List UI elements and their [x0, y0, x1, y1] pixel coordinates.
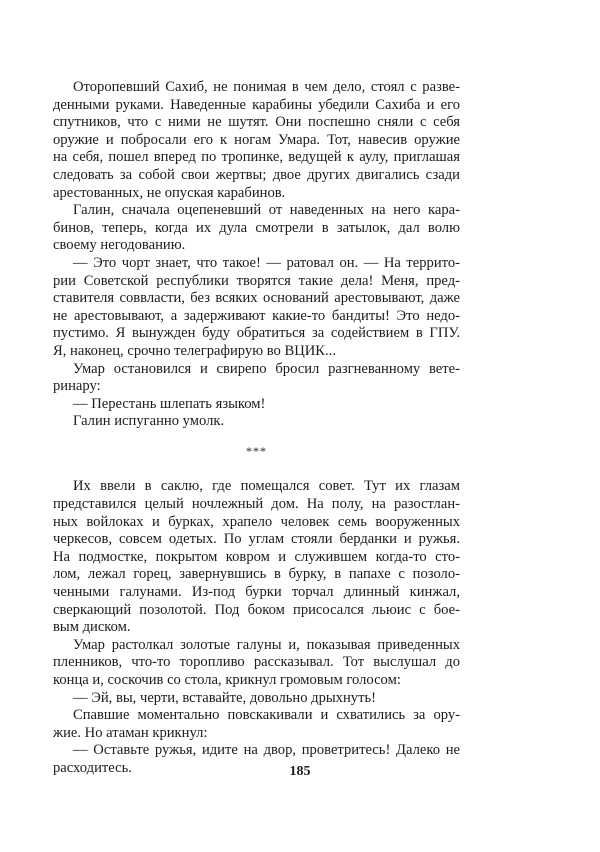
text-line: Их ввели в саклю, где помещался совет. Тут их глазам	[73, 478, 460, 495]
text-line: Умар растолкал золотые галуны и, показывая приведенных	[73, 636, 460, 653]
text-line: На подмостке, покрытом ковром и служившем когда-то сто-	[53, 548, 460, 565]
text-line: — Оставьте ружья, идите на двор, проветритесь! Далеко не	[73, 742, 460, 759]
text-line: Галин, сначала оцепеневший от наведенных на него кара-	[73, 202, 460, 219]
text-line: бинов, теперь, когда их дула смотрели в затылок, дал волю	[53, 219, 460, 236]
paragraph	[53, 413, 460, 431]
paragraph	[53, 707, 460, 742]
text-line: Спавшие моментально повскакивали и схватились за ору-	[73, 707, 460, 724]
text-line: оружие и побросали его к ногам Умара. Тот, навесив оружие	[53, 131, 460, 148]
text-line: Умар остановился и свирепо бросил разгневанному вете-	[73, 360, 460, 377]
text-line: ринару:	[53, 378, 101, 395]
text-line: сверкающий позолотой. Под боком присосался льюис с бое-	[53, 601, 460, 618]
text-block-1	[53, 79, 460, 431]
paragraph	[53, 690, 460, 708]
text-line: лом, лежал горец, завернувшись в бурку, в папахе с позоло-	[53, 566, 460, 583]
text-line: денными руками. Наведенные карабины убедили Сахиба и его	[53, 96, 460, 113]
paragraph	[53, 396, 460, 414]
paragraph	[53, 478, 460, 636]
page-number: 185	[289, 764, 311, 779]
text-line: ставителя соввласти, без всяких оснований арестовывают, даже	[53, 290, 460, 307]
text-line: своему негодованию.	[53, 237, 186, 254]
text-line: не арестовывают, а задерживают какие-то бандиты! Это недо-	[53, 307, 460, 324]
text-line: конца и, соскочив со стола, крикнул громовым голосом:	[53, 672, 401, 688]
section-separator: ***	[246, 443, 267, 458]
text-line: ченными галунами. Из-под бурки торчал длинный кинжал,	[53, 584, 460, 601]
text-line: Галин испуганно умолк.	[73, 413, 225, 430]
text-line: Оторопевший Сахиб, не понимая в чем дело, стоял с разве-	[73, 79, 460, 95]
paragraph	[53, 361, 460, 396]
text-line: представился целый ночлежный дом. На полу, на разостлан-	[53, 496, 460, 513]
page-body	[53, 79, 460, 778]
paragraph	[53, 637, 460, 690]
text-block-2	[53, 478, 460, 777]
text-line: вым диском.	[53, 619, 131, 636]
text-line: жие. Но атаман крикнул:	[53, 724, 208, 741]
text-line: рии Советской республики творятся такие дела! Меня, пред-	[53, 272, 460, 289]
text-line: ных войлоках и бурках, храпело человек семь вооруженных	[53, 513, 460, 530]
text-line: черкесов, совсем одетых. По углам стояли берданки и ружья.	[53, 531, 460, 548]
text-line: пустимо. Я вынужден буду обратиться за содействием в ГПУ.	[53, 325, 460, 342]
text-line: — Это чорт знает, что такое! — ратовал он. — На террито-	[73, 254, 460, 271]
text-line: на себя, пошел вперед по тропинке, ведущей к аулу, приглашая	[53, 149, 460, 166]
text-line: Я, наконец, срочно телеграфирую во ВЦИК...	[53, 342, 336, 359]
text-line: следовать за собой свои жертвы; двое других двигались сзади	[53, 166, 460, 183]
paragraph	[53, 79, 460, 202]
text-line: — Эй, вы, черти, вставайте, довольно дрыхнуть!	[73, 689, 376, 706]
text-line: арестованных, не опуская карабинов.	[53, 184, 286, 201]
text-line: пленников, что-то торопливо рассказывал. Тот выслушал до	[53, 654, 460, 671]
text-line: спутников, что с ними не шутят. Они поспешно сняли с себя	[53, 114, 460, 131]
text-line: расходитесь.	[53, 759, 132, 776]
paragraph	[53, 202, 460, 255]
paragraph	[53, 255, 460, 361]
text-line: — Перестань шлепать языком!	[73, 395, 266, 412]
